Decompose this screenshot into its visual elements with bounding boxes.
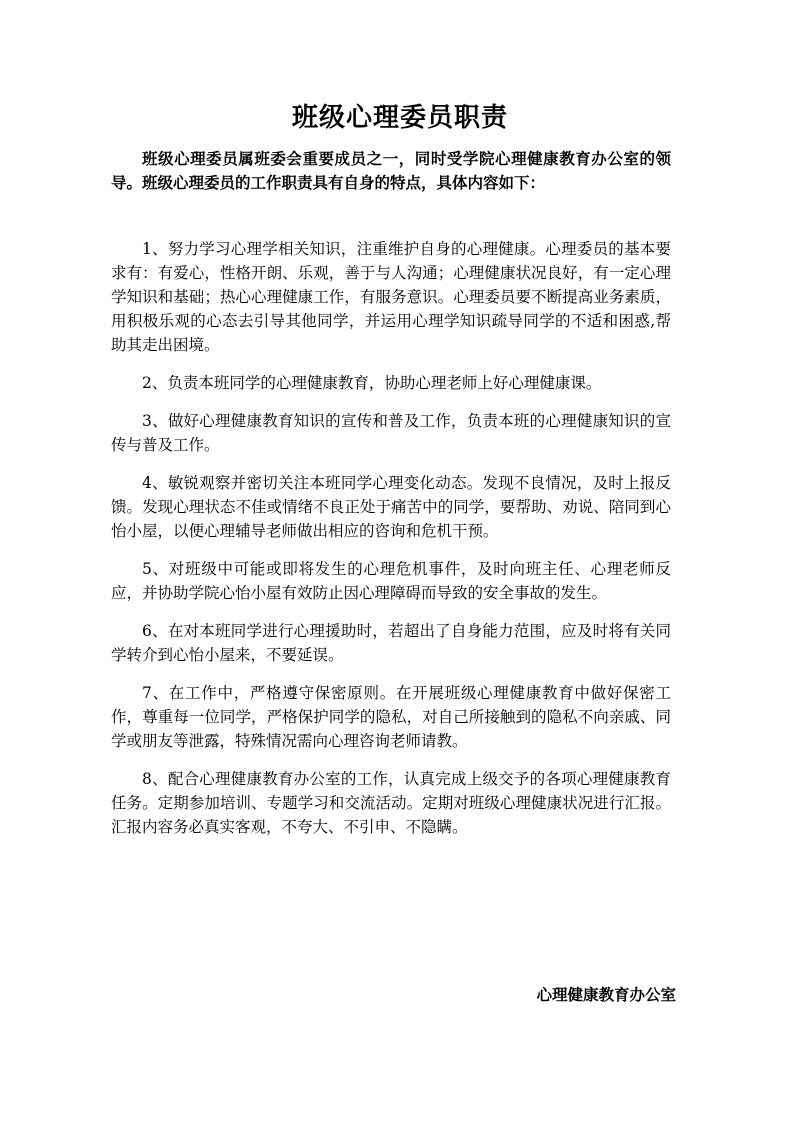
duty-item-1: 1、努力学习心理学相关知识，注重维护自身的心理健康。心理委员的基本要求有：有爱心，性格开朗、乐观，善于与人沟通；心理健康状况良好，有一定心理学知识和基础；热心心理健康工作，有服务意识。心理委员要不断提高业务素质，用积极乐观的心态去引导其他同学，并运用心理学知识疏导同学的不适和困惑,帮助其走出困境。 [111, 240, 671, 354]
duty-item-6: 6、在对本班同学进行心理援助时，若超出了自身能力范围，应及时将有关同学转介到心怡小屋来，不要延误。 [111, 622, 671, 664]
duty-list [111, 237, 671, 853]
intro-paragraph: 班级心理委员属班委会重要成员之一，同时受学院心理健康教育办公室的领导。班级心理委员的工作职责具有自身的特点，具体内容如下： [111, 150, 671, 192]
duty-item-8: 8、配合心理健康教育办公室的工作，认真完成上级交予的各项心理健康教育任务。定期参加培训、专题学习和交流活动。定期对班级心理健康状况进行汇报。汇报内容务必真实客观，不夸大、不引申、不隐瞒。 [111, 770, 671, 836]
signature-office: 心理健康教育办公室 [536, 986, 676, 1004]
duty-item-7: 7、在工作中，严格遵守保密原则。在开展班级心理健康教育中做好保密工作，尊重每一位同学，严格保护同学的隐私，对自己所接触到的隐私不向亲戚、同学或朋友等泄露，特殊情况需向心理咨询老师请教。 [111, 684, 671, 750]
duty-item-4: 4、敏锐观察并密切关注本班同学心理变化动态。发现不良情况，及时上报反馈。发现心理状态不佳或情绪不良正处于痛苦中的同学，要帮助、劝说、陪同到心怡小屋，以便心理辅导老师做出相应的咨询和危机干预。 [111, 474, 671, 540]
duty-item-3: 3、做好心理健康教育知识的宣传和普及工作，负责本班的心理健康知识的宣传与普及工作。 [111, 412, 671, 454]
duty-item-2: 2、负责本班同学的心理健康教育，协助心理老师上好心理健康课。 [142, 374, 602, 392]
document-title: 班级心理委员职责 [291, 103, 508, 133]
duty-item-5: 5、对班级中可能或即将发生的心理危机事件，及时向班主任、心理老师反应，并协助学院心怡小屋有效防止因心理障碍而导致的安全事故的发生。 [111, 560, 671, 602]
